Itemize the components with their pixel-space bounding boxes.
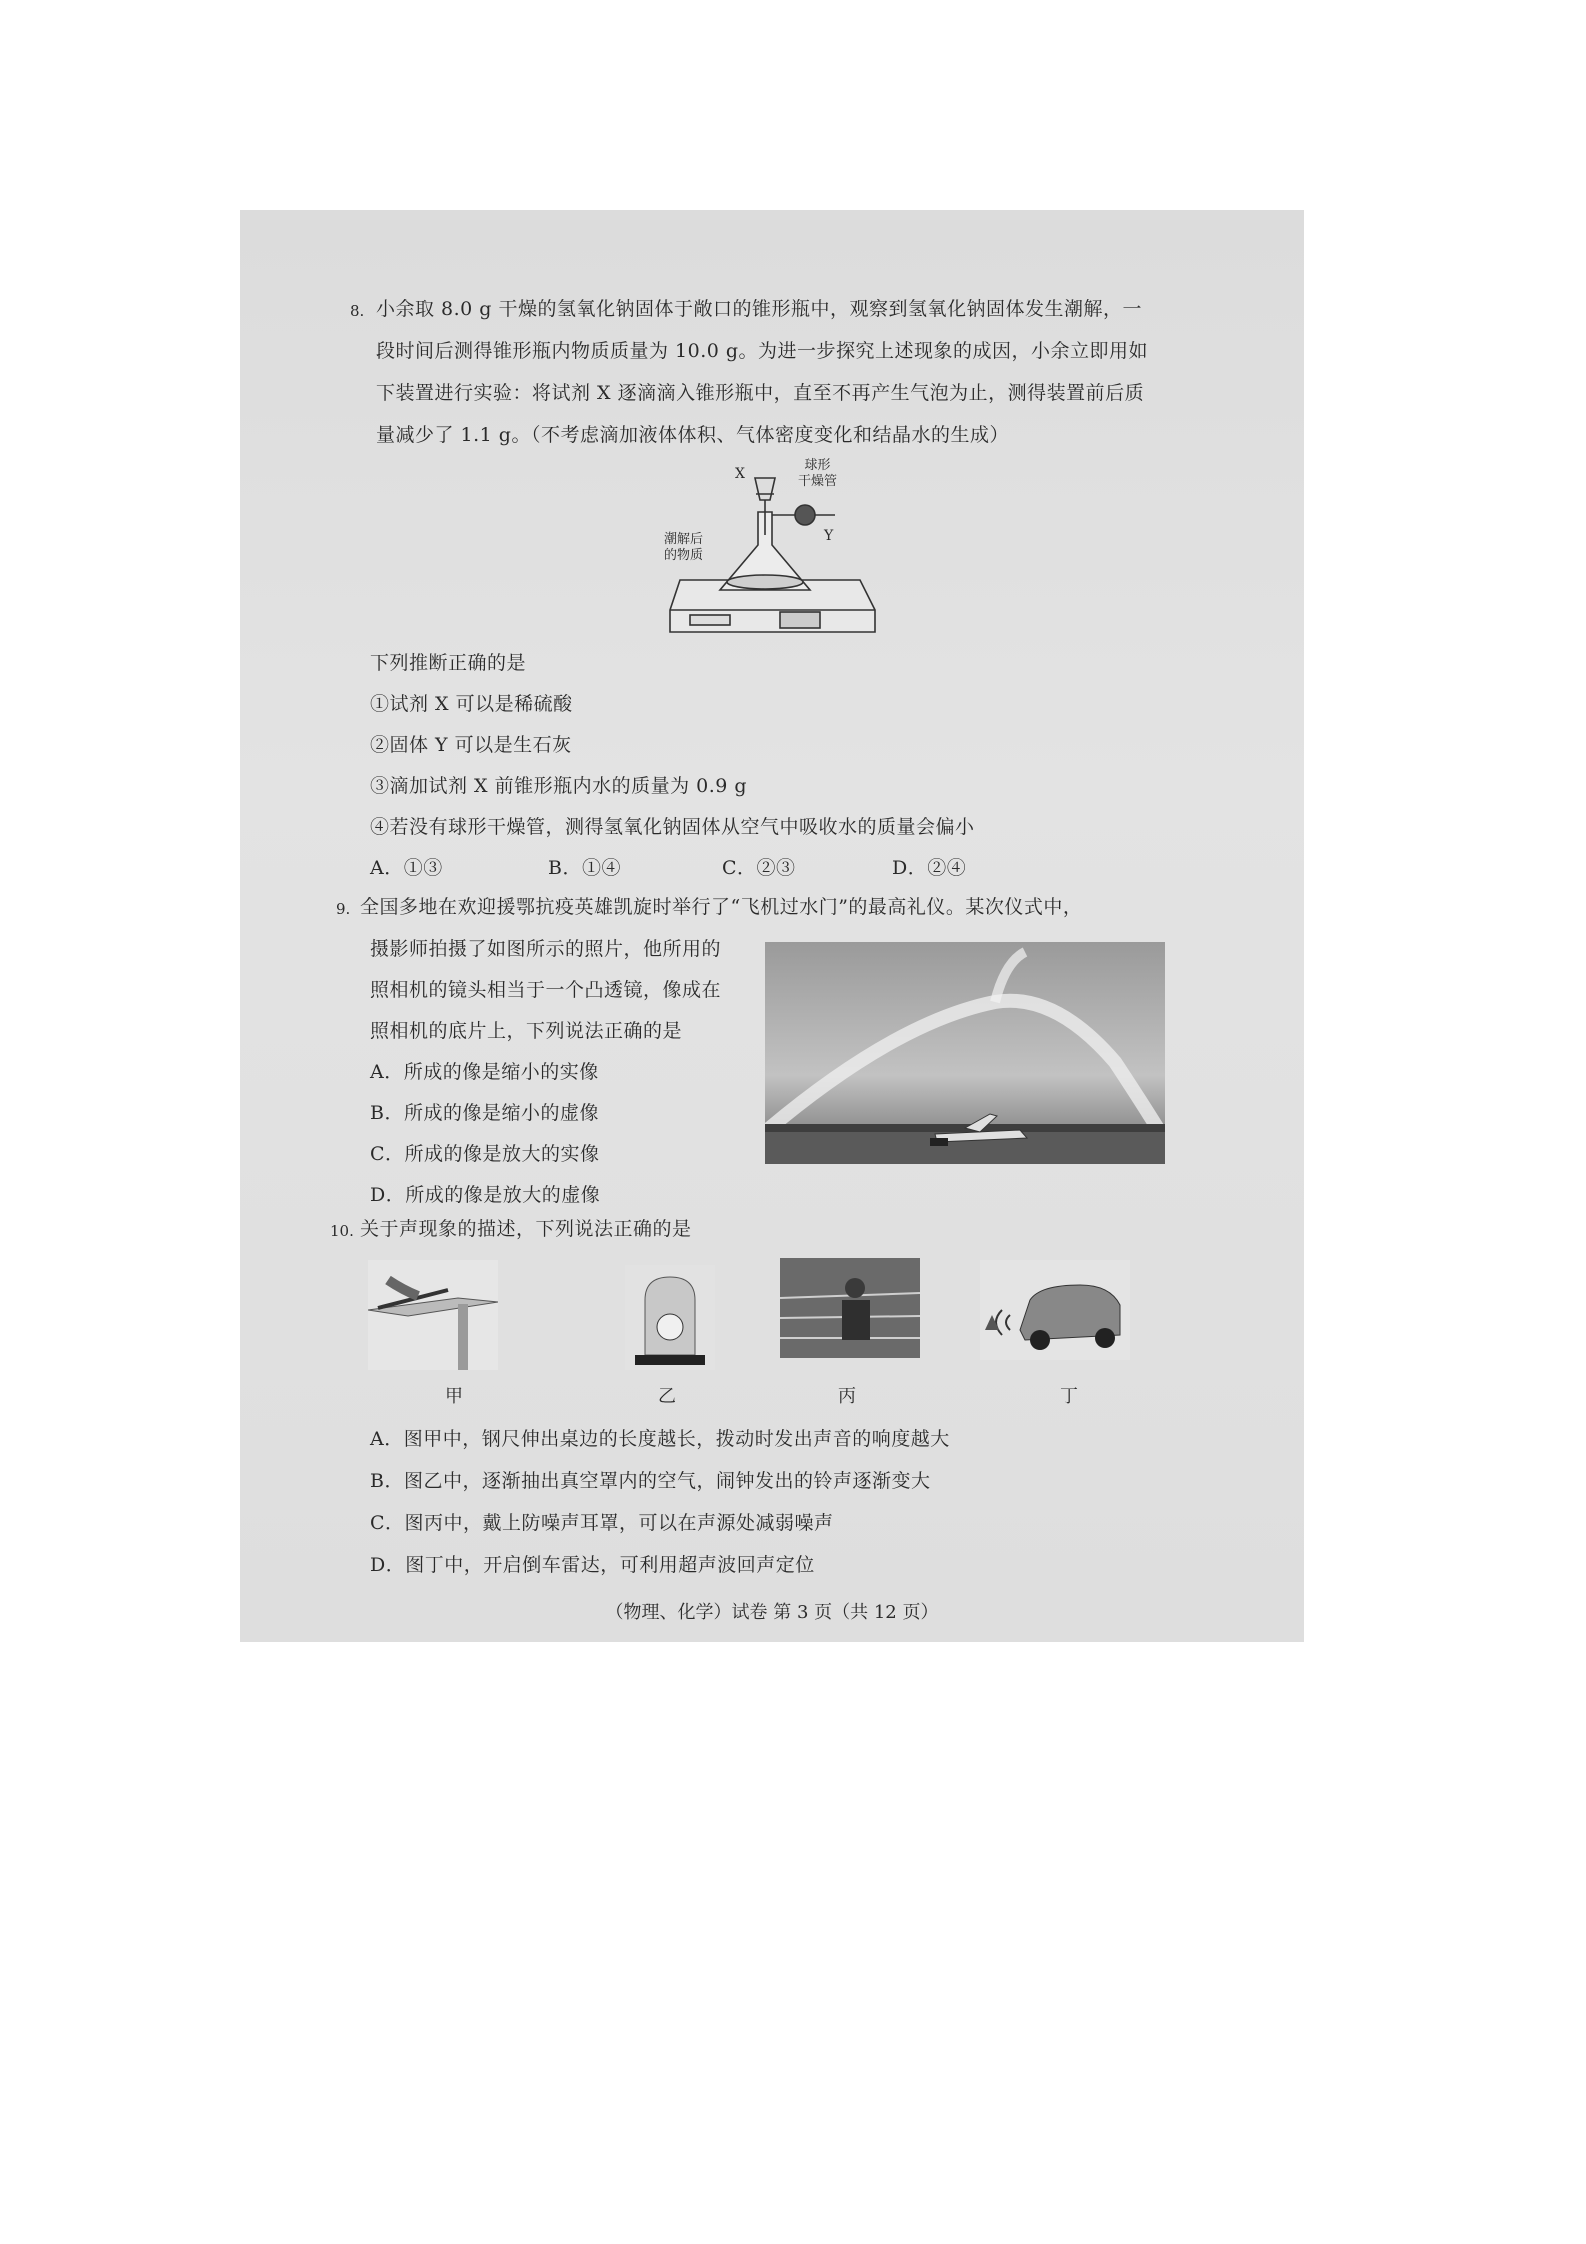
- q8-line-2: 段时间后测得锥形瓶内物质质量为 10.0 g。为进一步探究上述现象的成因，小余立即用如: [376, 340, 1149, 362]
- q8-number: 8.: [350, 302, 365, 320]
- caption-jia: 甲: [445, 1386, 463, 1407]
- q9-line-2: 摄影师拍摄了如图所示的照片，他所用的: [370, 938, 722, 960]
- figure-yi-bell-jar: [625, 1265, 715, 1370]
- q8-statement-3: ③滴加试剂 X 前锥形瓶内水的质量为 0.9 g: [370, 775, 748, 797]
- q10-line-1: 关于声现象的描述，下列说法正确的是: [360, 1218, 692, 1240]
- q9-number: 9.: [336, 900, 351, 918]
- q8-line-4: 量减少了 1.1 g。（不考虑滴加液体体积、气体密度变化和结晶水的生成）: [376, 424, 1009, 446]
- q9-option-c: C．所成的像是放大的实像: [370, 1143, 600, 1165]
- q8-statement-4: ④若没有球形干燥管，测得氢氧化钠固体从空气中吸收水的质量会偏小: [370, 816, 975, 838]
- q10-option-c: C．图丙中，戴上防噪声耳罩，可以在声源处减弱噪声: [370, 1512, 834, 1534]
- q8-line-3: 下装置进行实验：将试剂 X 逐滴滴入锥形瓶中，直至不再产生气泡为止，测得装置前后质: [376, 382, 1145, 404]
- caption-bing: 丙: [838, 1386, 856, 1407]
- q9-line-4: 照相机的底片上，下列说法正确的是: [370, 1020, 683, 1042]
- page-footer: （物理、化学）试卷 第 3 页（共 12 页）: [605, 1602, 939, 1623]
- figure-ding-car-radar: [980, 1260, 1130, 1360]
- label-y: Y: [824, 528, 834, 544]
- q8-line-1: 小余取 8.0 g 干燥的氢氧化钠固体于敞口的锥形瓶中，观察到氢氧化钠固体发生潮解，一: [376, 298, 1142, 320]
- label-x: X: [735, 466, 745, 482]
- q8-option-a: A．①③: [370, 857, 443, 879]
- label-substance: 潮解后 的物质: [664, 532, 704, 563]
- q10-option-a: A．图甲中，钢尺伸出桌边的长度越长，拨动时发出声音的响度越大: [370, 1428, 950, 1450]
- q10-number: 10.: [330, 1222, 354, 1240]
- q9-option-d: D．所成的像是放大的虚像: [370, 1184, 601, 1206]
- q10-option-b: B．图乙中，逐渐抽出真空罩内的空气，闹钟发出的铃声逐渐变大: [370, 1470, 931, 1492]
- figure-bing-factory: [780, 1258, 920, 1358]
- q9-line-1: 全国多地在欢迎援鄂抗疫英雄凯旋时举行了“飞机过水门”的最高礼仪。某次仪式中，: [360, 896, 1083, 918]
- q8-prompt: 下列推断正确的是: [370, 652, 527, 674]
- label-drying-tube: 球形 干燥管: [798, 458, 838, 489]
- q8-option-c: C．②③: [722, 857, 796, 879]
- water-salute-photo: [765, 942, 1165, 1164]
- q8-statement-1: ①试剂 X 可以是稀硫酸: [370, 693, 573, 715]
- q10-option-d: D．图丁中，开启倒车雷达，可利用超声波回声定位: [370, 1554, 815, 1576]
- q9-line-3: 照相机的镜头相当于一个凸透镜，像成在: [370, 979, 722, 1001]
- exam-page: [240, 210, 1304, 1642]
- q8-statement-2: ②固体 Y 可以是生石灰: [370, 734, 572, 756]
- caption-ding: 丁: [1060, 1386, 1078, 1407]
- caption-yi: 乙: [658, 1386, 676, 1407]
- q8-option-d: D．②④: [892, 857, 967, 879]
- q9-option-b: B．所成的像是缩小的虚像: [370, 1102, 599, 1124]
- q9-option-a: A．所成的像是缩小的实像: [370, 1061, 599, 1083]
- figure-jia-ruler: [368, 1260, 498, 1370]
- q8-option-b: B．①④: [548, 857, 621, 879]
